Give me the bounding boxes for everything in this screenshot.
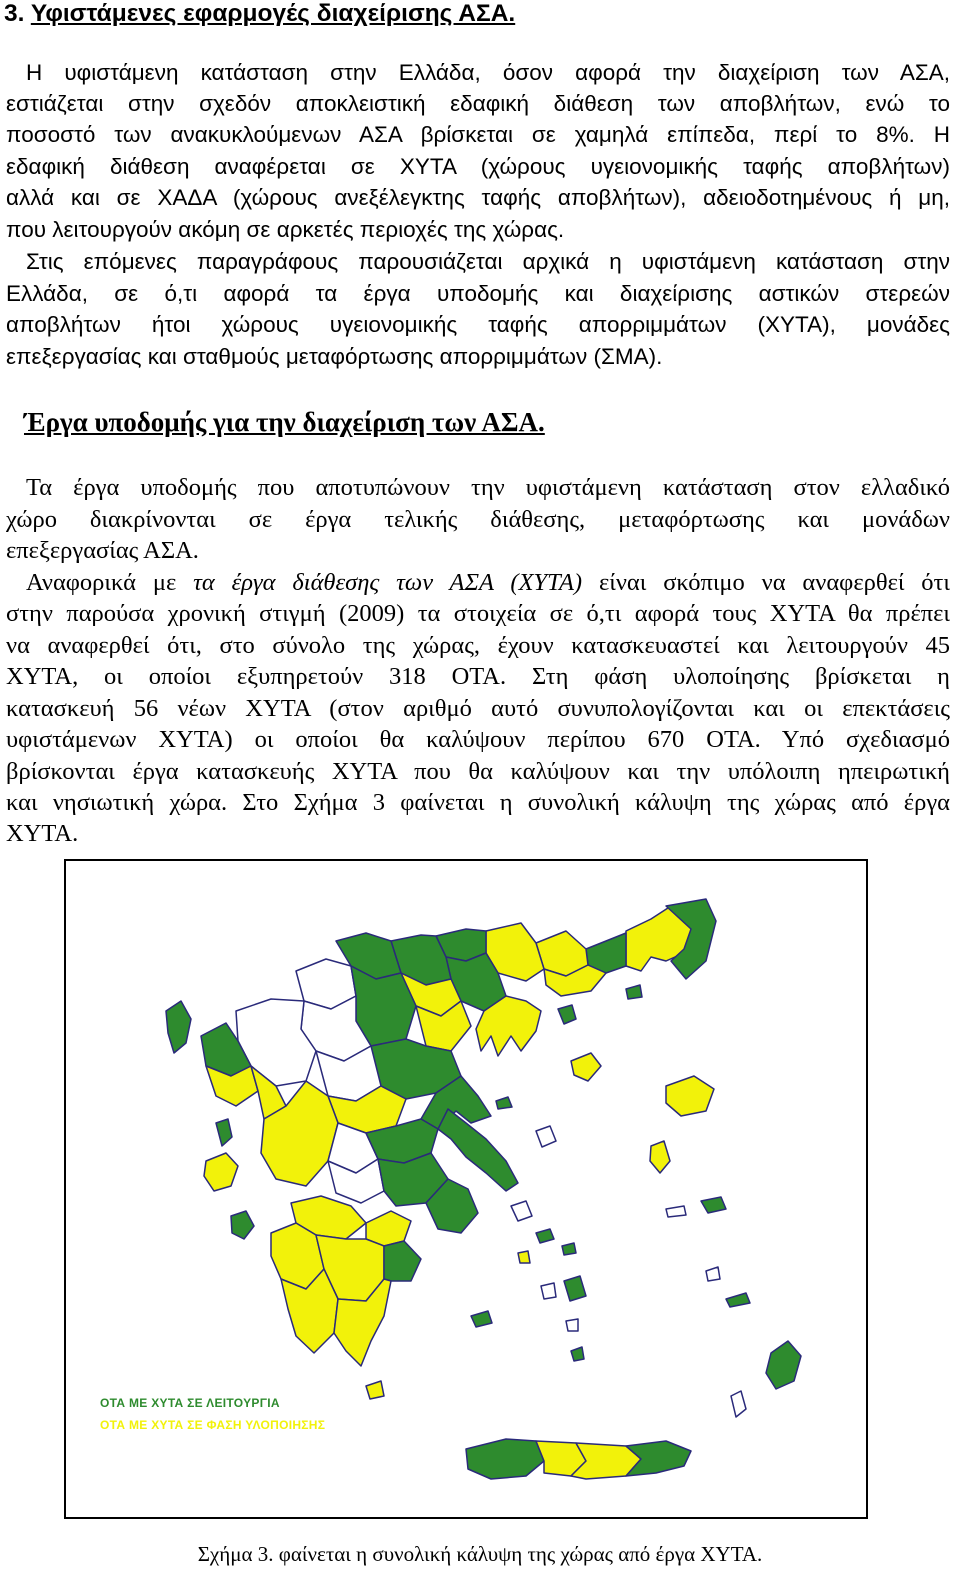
para4-line-7: βρίσκονται έργα κατασκευής ΧΥΤΑ που θα καλύψουν και την υπόλοιπη ηπειρωτική — [6, 758, 950, 785]
para2-line-2: Ελλάδα, σε ό,τι αφορά τα έργα υποδομής και διαχείρισης αστικών στερεών — [6, 281, 950, 306]
region-sporades — [496, 1097, 512, 1109]
region-skyros — [536, 1126, 556, 1147]
section-heading — [4, 0, 515, 29]
para4-line-4: ΧΥΤΑ, οι οποίοι εξυπηρετούν 318 ΟΤΑ. Στη φάση υλοποίησης βρίσκεται η — [6, 663, 950, 690]
region-tinos — [536, 1229, 554, 1243]
region-samos — [701, 1197, 726, 1213]
para2-line-3: αποβλήτων ήτοι χώρους υγειονομικής ταφής απορριμμάτων (ΧΥΤΑ), μονάδες — [6, 312, 950, 337]
para4-line-9: ΧΥΤΑ. — [6, 820, 79, 847]
intro-line-6: που λειτουργούν ακόμη σε αρκετές περιοχές της χώρας. — [6, 217, 565, 242]
para4-line-1 — [6, 567, 950, 598]
region-samothraki — [626, 985, 642, 999]
para4-line-6: υφιστάμενων ΧΥΤΑ) οι οποίοι θα καλύψουν περίπου 670 ΟΤΑ. Υπό σχεδιασμό — [6, 726, 950, 753]
region-kos — [726, 1293, 750, 1307]
figure-caption: Σχήμα 3. φαίνεται η συνολική κάλυψη της χώρας από έργα ΧΥΤΑ. — [197, 1542, 763, 1566]
region-lesvos — [666, 1076, 714, 1116]
greece-coverage-map — [64, 859, 868, 1519]
region-paros — [541, 1283, 556, 1299]
region-rhodes — [766, 1341, 801, 1389]
para2-line-1: Στις επόμενες παραγράφους παρουσιάζεται αρχικά η υφιστάμενη κατάσταση στην — [26, 249, 950, 274]
intro-line-1: Η υφιστάμενη κατάσταση στην Ελλάδα, όσον αφορά την διαχείριση των ΑΣΑ, — [26, 60, 950, 85]
region-chania — [466, 1439, 544, 1479]
para3-line-1: Τα έργα υποδομής που αποτυπώνουν την υφιστάμενη κατάσταση στον ελλαδικό — [26, 474, 950, 501]
region-chios — [650, 1141, 670, 1173]
region-limnos — [571, 1053, 601, 1081]
para3-line-2: χώρο διακρίνονται σε έργα τελικής διάθεσης, μεταφόρτωσης και μονάδων — [6, 506, 950, 533]
region-naxos — [564, 1276, 586, 1301]
legend-implementation: ΟΤΑ ΜΕ ΧΥΤΑ ΣΕ ΦΑΣΗ ΥΛΟΠΟΙΗΣΗΣ — [100, 1418, 326, 1432]
para4-line-3: να αναφερθεί ότι, στο σύνολο της χώρας, έχουν κατασκευαστεί και λειτουργούν 45 — [6, 632, 950, 659]
legend-operating: ΟΤΑ ΜΕ ΧΥΤΑ ΣΕ ΛΕΙΤΟΥΡΓΙΑ — [100, 1396, 280, 1410]
para4-line-1-italic: τα έργα διάθεσης των ΑΣΑ (ΧΥΤΑ) — [193, 569, 583, 596]
region-syros — [518, 1251, 530, 1263]
region-corfu — [166, 1001, 191, 1053]
region-kefalonia — [204, 1153, 238, 1191]
intro-line-2: εστιάζεται στην σχεδόν αποκλειστική εδαφική διάθεση των αποβλήτων, ενώ το — [6, 91, 950, 116]
section-title: Υφιστάμενες εφαρμογές διαχείρισης ΑΣΑ. — [30, 0, 516, 27]
region-santorini — [571, 1347, 584, 1361]
region-mykonos — [562, 1243, 576, 1255]
para4-line-1-pre: Αναφορικά με — [26, 569, 194, 596]
para4-line-8: και νησιωτική χώρα. Στο Σχήμα 3 φαίνεται η συνολική κάλυψη της χώρας από έργα — [6, 789, 950, 816]
region-thasos — [558, 1005, 576, 1024]
intro-line-4: εδαφική διάθεση αναφέρεται σε ΧΥΤΑ (χώρους υγειονομικής ταφής αποβλήτων) — [6, 154, 950, 179]
region-zakynthos — [231, 1211, 254, 1239]
region-milos — [471, 1311, 492, 1327]
subheading: Έργα υποδομής για την διαχείριση των ΑΣΑ. — [24, 407, 545, 437]
region-kalymnos — [706, 1267, 720, 1281]
region-argolida — [384, 1241, 421, 1281]
para4-line-1-post: είναι σκόπιμο να αναφερθεί ότι — [582, 569, 950, 596]
region-ikaria — [666, 1206, 686, 1217]
intro-line-3: ποσοστό των ανακυκλούμενων ΑΣΑ βρίσκεται σε χαμηλά επίπεδα, περί το 8%. Η — [6, 122, 950, 147]
region-karpathos — [731, 1391, 746, 1417]
section-number: 3. — [4, 0, 25, 27]
region-ios — [566, 1319, 578, 1331]
para3-line-3: επεξεργασίας ΑΣΑ. — [6, 537, 199, 564]
region-lefkada — [216, 1119, 232, 1146]
para4-line-2: στην παρούσα χρονική στιγμή (2009) τα στοιχεία σε ό,τι αφορά τους ΧΥΤΑ θα πρέπει — [6, 600, 950, 627]
para4-line-5: κατασκευή 56 νέων ΧΥΤΑ (στον αριθμό αυτό συνυπολογίζονται και οι επεκτάσεις — [6, 695, 950, 722]
intro-line-5: αλλά και σε ΧΑΔΑ (χώρους ανεξέλεγκτης ταφής αποβλήτων), αδειοδοτημένους ή μη, — [6, 185, 950, 210]
region-andros — [511, 1201, 532, 1221]
region-kythira — [366, 1381, 384, 1399]
para2-line-4: επεξεργασίας και σταθμούς μεταφόρτωσης απορριμμάτων (ΣΜΑ). — [6, 344, 663, 369]
